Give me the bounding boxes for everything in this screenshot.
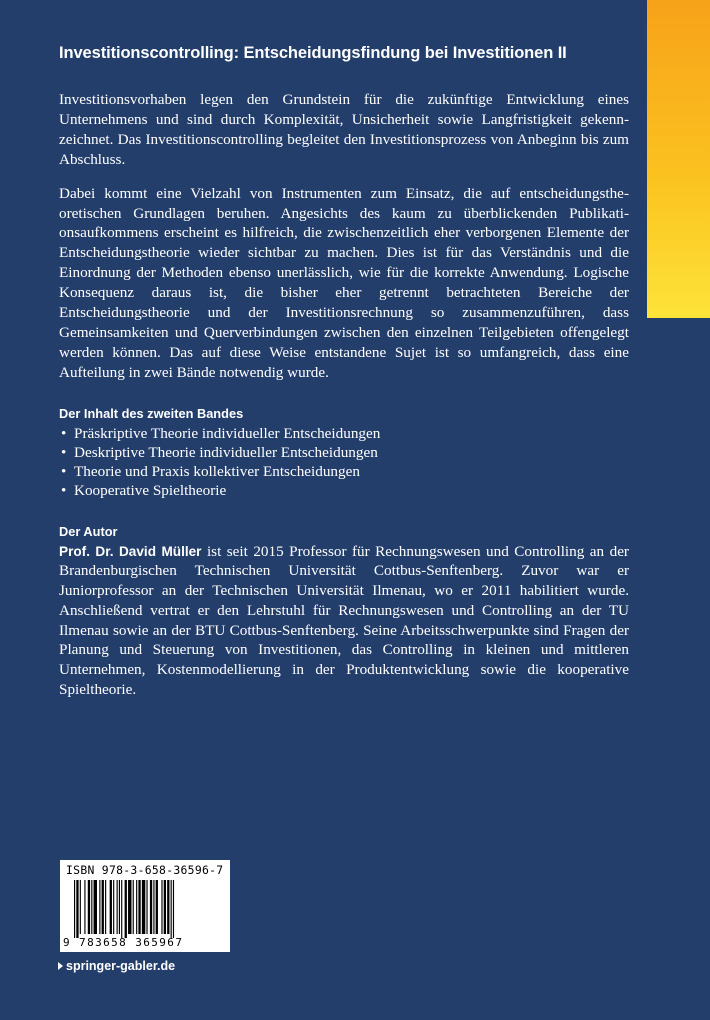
barcode-bar (88, 880, 90, 934)
list-item-text: Kooperative Spieltheorie (74, 482, 227, 500)
author-bio-text: ist seit 2015 Professor für Rechnungswesen und Controlling an der Brandenburgischen Technischen Universität Cottbus-Senftenberg. Zuvor war er Juniorprofessor an der Technischen Universität Ilmenau, wo er 2011 habilitiert wurde. Anschließend vertrat er den Lehrstuhl für Rechnungswesen und Controlling an der TU Ilmenau sowie an der BTU Cottbus-Senftenberg. Seine Arbeitsschwerpunkte sind Fragen der Planung und Steuerung von Investitionen, das Controlling in kleinen und mittleren Unternehmen, Kostenmodellierung in der Produktentwicklung sowie die kooperative Spieltheorie. (59, 542, 629, 699)
isbn-label: ISBN 978-3-658-36596-7 (66, 863, 224, 877)
barcode-bar (91, 880, 92, 934)
list-item-text: Präskriptive Theorie individueller Entscheidungen (74, 424, 381, 442)
bullet-icon: • (61, 424, 67, 442)
book-title: Investitionscontrolling: Entscheidungsfindung bei Investitionen II (59, 44, 567, 62)
bullet-icon: • (61, 482, 67, 500)
author-name: Prof. Dr. David Müller (59, 543, 202, 559)
barcode-bar (80, 880, 81, 934)
barcode-bar (84, 880, 85, 934)
intro-paragraph-2: Dabei kommt eine Vielzahl von Instrumenten zum Einsatz, die auf entscheidungstheoretischen Grundlagen beruhen. Angesichts des kaum zu überblickenden Publikationsaufkommens erscheint es hilfreich, die zwischenzeitlich eher verborgenen Elemente der Entscheidungstheorie wieder sichtbar zu machen. Dies ist für das Verständnis und die Einordnung der Methoden ebenso unerlässlich, wie für die korrekte Anwendung. Logische Konsequenz daraus ist, die bisher eher getrennt betrachteten Bereiche der Entscheidungstheorie und der Investitionsrechnung so zusammenzuführen, dass Gemeinsamkeiten und Querverbindungen zwischen den einzelnen Teilgebieten offengelegt werden können. Das auf diese Weise entstandene Sujet ist so umfangreich, dass eine Aufteilung in zwei Bände notwendig wurde. (59, 184, 629, 381)
list-item (59, 424, 629, 443)
list-item (59, 481, 629, 500)
bullet-icon: • (61, 443, 67, 461)
barcode-bar (99, 880, 100, 934)
barcode-bar (119, 880, 120, 934)
contents-heading: Der Inhalt des zweiten Bandes (59, 405, 244, 421)
barcode-bar (102, 880, 104, 934)
barcode-bar (113, 880, 114, 934)
barcode-bar (117, 880, 118, 934)
barcode-bar (173, 880, 174, 938)
barcode-bar (125, 880, 127, 938)
barcode-bar (150, 880, 152, 934)
arrow-right-icon (58, 962, 63, 970)
author-bio (59, 542, 629, 700)
list-item (59, 443, 629, 462)
barcode-bar (74, 880, 75, 938)
barcode-icon (72, 880, 220, 938)
barcode-bar (94, 880, 97, 934)
barcode-bar (110, 880, 112, 934)
barcode-bar (153, 880, 154, 934)
list-item-text: Deskriptive Theorie individueller Entscheidungen (74, 443, 378, 461)
isbn-barcode-box (60, 860, 230, 952)
barcode-digits: 9 783658 365967 (63, 936, 184, 949)
bullet-icon: • (61, 463, 67, 481)
barcode-bar (142, 880, 145, 934)
barcode-bar (164, 880, 166, 934)
website-text: springer-gabler.de (66, 959, 176, 973)
publisher-website[interactable] (58, 958, 175, 974)
barcode-bar (161, 880, 162, 934)
list-item-text: Theorie und Praxis kollektiver Entscheidungen (74, 463, 360, 481)
barcode-bar (128, 880, 131, 934)
barcode-bar (138, 880, 140, 934)
barcode-bar (136, 880, 137, 934)
contents-list (59, 424, 629, 501)
barcode-bar (171, 880, 172, 938)
barcode-bar (146, 880, 147, 934)
intro-paragraph-1: Investitionsvorhaben legen den Grundstein für die zukünftige Entwicklung eines Unternehmens und sind durch Komplexität, Unsicherheit sowie Langfristigkeit gekennzeichnet. Das Investitionscontrolling begleitet den Investitionsprozess von Anbeginn bis zum Abschluss. (59, 91, 629, 168)
barcode-bar (121, 880, 122, 938)
barcode-bar (105, 880, 106, 934)
back-cover-content (59, 42, 629, 700)
barcode-bar (76, 880, 78, 938)
barcode-bar (167, 880, 169, 934)
author-heading: Der Autor (59, 523, 118, 539)
barcode-bar (156, 880, 158, 934)
barcode-bar (133, 880, 134, 934)
accent-color-bar (647, 0, 710, 318)
list-item (59, 462, 629, 481)
